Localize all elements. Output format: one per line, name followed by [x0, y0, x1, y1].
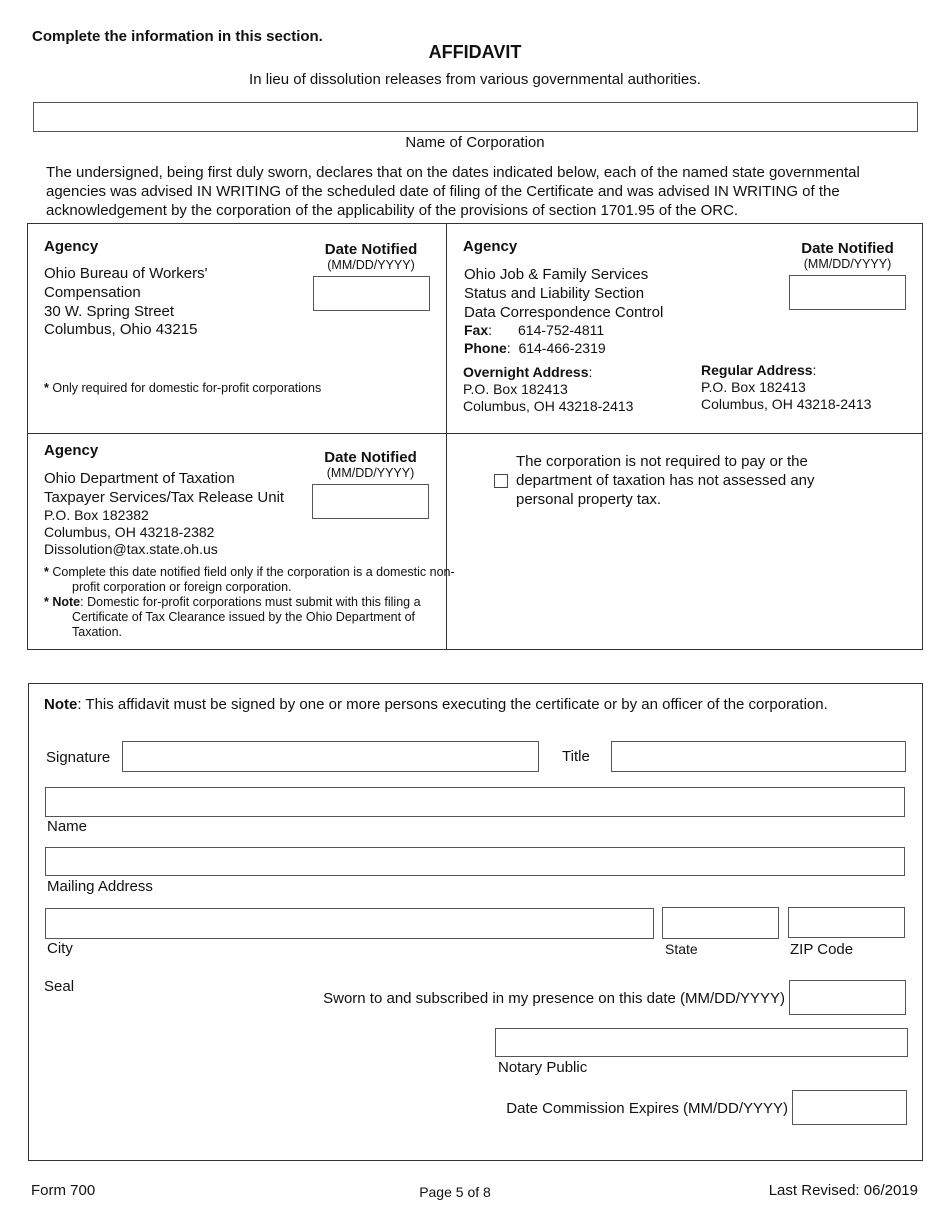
jfs-line-2: Status and Liability Section — [464, 285, 645, 302]
name-label: Name — [47, 818, 88, 835]
jfs-regular-address: Regular Address: P.O. Box 182413 Columbus, OH 43218-2413 — [701, 362, 872, 412]
state-input[interactable] — [662, 907, 779, 939]
commission-expires-input[interactable] — [792, 1090, 907, 1125]
bwc-agency-label: Agency — [44, 238, 99, 255]
sworn-date-label: Sworn to and subscribed in my presence on this date (MM/DD/YYYY) — [323, 990, 785, 1007]
title-label: Title — [562, 748, 590, 765]
page-number: Page 5 of 8 — [419, 1184, 491, 1200]
jfs-agency-label: Agency — [463, 238, 518, 255]
sworn-date-input[interactable] — [789, 980, 906, 1015]
name-input[interactable] — [45, 787, 905, 817]
tax-agency-label: Agency — [44, 442, 99, 459]
zip-code-label: ZIP Code — [790, 941, 854, 958]
tax-date-label: Date Notified — [324, 449, 417, 466]
page-title: AFFIDAVIT — [428, 42, 522, 62]
zip-code-input[interactable] — [788, 907, 905, 938]
signature-input[interactable] — [122, 741, 539, 772]
form-number: Form 700 — [31, 1182, 96, 1199]
bwc-address-line-2: Compensation — [44, 284, 141, 301]
city-label: City — [47, 940, 73, 957]
jfs-date-format: (MM/DD/YYYY) — [803, 257, 892, 271]
jfs-date-notified-input[interactable] — [789, 275, 906, 310]
tax-line-1: Ohio Department of Taxation — [44, 470, 235, 487]
bwc-date-label: Date Notified — [324, 241, 418, 258]
signature-note: Note: This affidavit must be signed by one or more persons executing the certificate or by an officer of the corporation. — [44, 696, 828, 713]
mailing-address-input[interactable] — [45, 847, 905, 876]
state-label: State — [665, 941, 698, 957]
tax-line-5: Dissolution@tax.state.oh.us — [44, 541, 218, 557]
jfs-phone: Phone: 614-466-2319 — [464, 340, 606, 356]
section-instruction: Complete the information in this section. — [32, 28, 323, 45]
bwc-date-notified-input[interactable] — [313, 276, 430, 311]
jfs-fax: Fax: 614-752-4811 — [464, 322, 605, 338]
tax-date-format: (MM/DD/YYYY) — [326, 466, 415, 480]
jfs-line-1: Ohio Job & Family Services — [464, 266, 649, 283]
last-revised: Last Revised: 06/2019 — [768, 1182, 918, 1199]
jfs-overnight-address: Overnight Address: P.O. Box 182413 Columbus, OH 43218-2413 — [463, 364, 634, 414]
tax-line-4: Columbus, OH 43218-2382 — [44, 524, 215, 540]
corporation-name-input[interactable] — [33, 102, 918, 132]
jfs-date-label: Date Notified — [801, 240, 894, 257]
seal-label: Seal — [44, 978, 75, 995]
title-input[interactable] — [611, 741, 906, 772]
tax-line-3: P.O. Box 182382 — [44, 507, 149, 523]
bwc-address-line-1: Ohio Bureau of Workers' — [44, 265, 208, 282]
tax-date-notified-input[interactable] — [312, 484, 429, 519]
bwc-note: * Only required for domestic for-profit corporations — [44, 381, 322, 395]
corporation-name-label: Name of Corporation — [405, 134, 545, 151]
mailing-address-label: Mailing Address — [47, 878, 153, 895]
notary-public-label: Notary Public — [498, 1059, 588, 1076]
personal-property-tax-label: The corporation is not required to pay or the department of taxation has not assessed any personal property tax. — [516, 453, 815, 508]
bwc-address-line-4: Columbus, Ohio 43215 — [44, 321, 198, 338]
bwc-date-format: (MM/DD/YYYY) — [327, 258, 415, 272]
jfs-line-3: Data Correspondence Control — [464, 304, 664, 321]
tax-note-2: * Note: Domestic for-profit corporations must submit with this filing a Certificate of Tax Clearance issued by the Ohio Department of Taxation. — [44, 595, 421, 639]
bwc-address-line-3: 30 W. Spring Street — [44, 303, 175, 320]
tax-note-1: * Complete this date notified field only if the corporation is a domestic non-profit corporation or foreign corporation. — [44, 565, 455, 594]
grid-divider-horizontal — [27, 433, 923, 434]
city-input[interactable] — [45, 908, 654, 939]
signature-label: Signature — [46, 749, 111, 766]
notary-public-input[interactable] — [495, 1028, 908, 1057]
page-subtitle: In lieu of dissolution releases from various governmental authorities. — [249, 71, 701, 88]
tax-line-2: Taxpayer Services/Tax Release Unit — [44, 489, 285, 506]
declaration-text: The undersigned, being first duly sworn, declares that on the dates indicated below, each of the named state governmental agencies was advised IN WRITING of the scheduled date of filing of the Certificate and was advised IN WRITING of the acknowledgement by the corporation of the applicability of the provisions of section 1701.95 of the ORC. — [46, 164, 860, 219]
personal-property-tax-checkbox[interactable] — [494, 474, 508, 488]
commission-expires-label: Date Commission Expires (MM/DD/YYYY) — [506, 1100, 788, 1117]
